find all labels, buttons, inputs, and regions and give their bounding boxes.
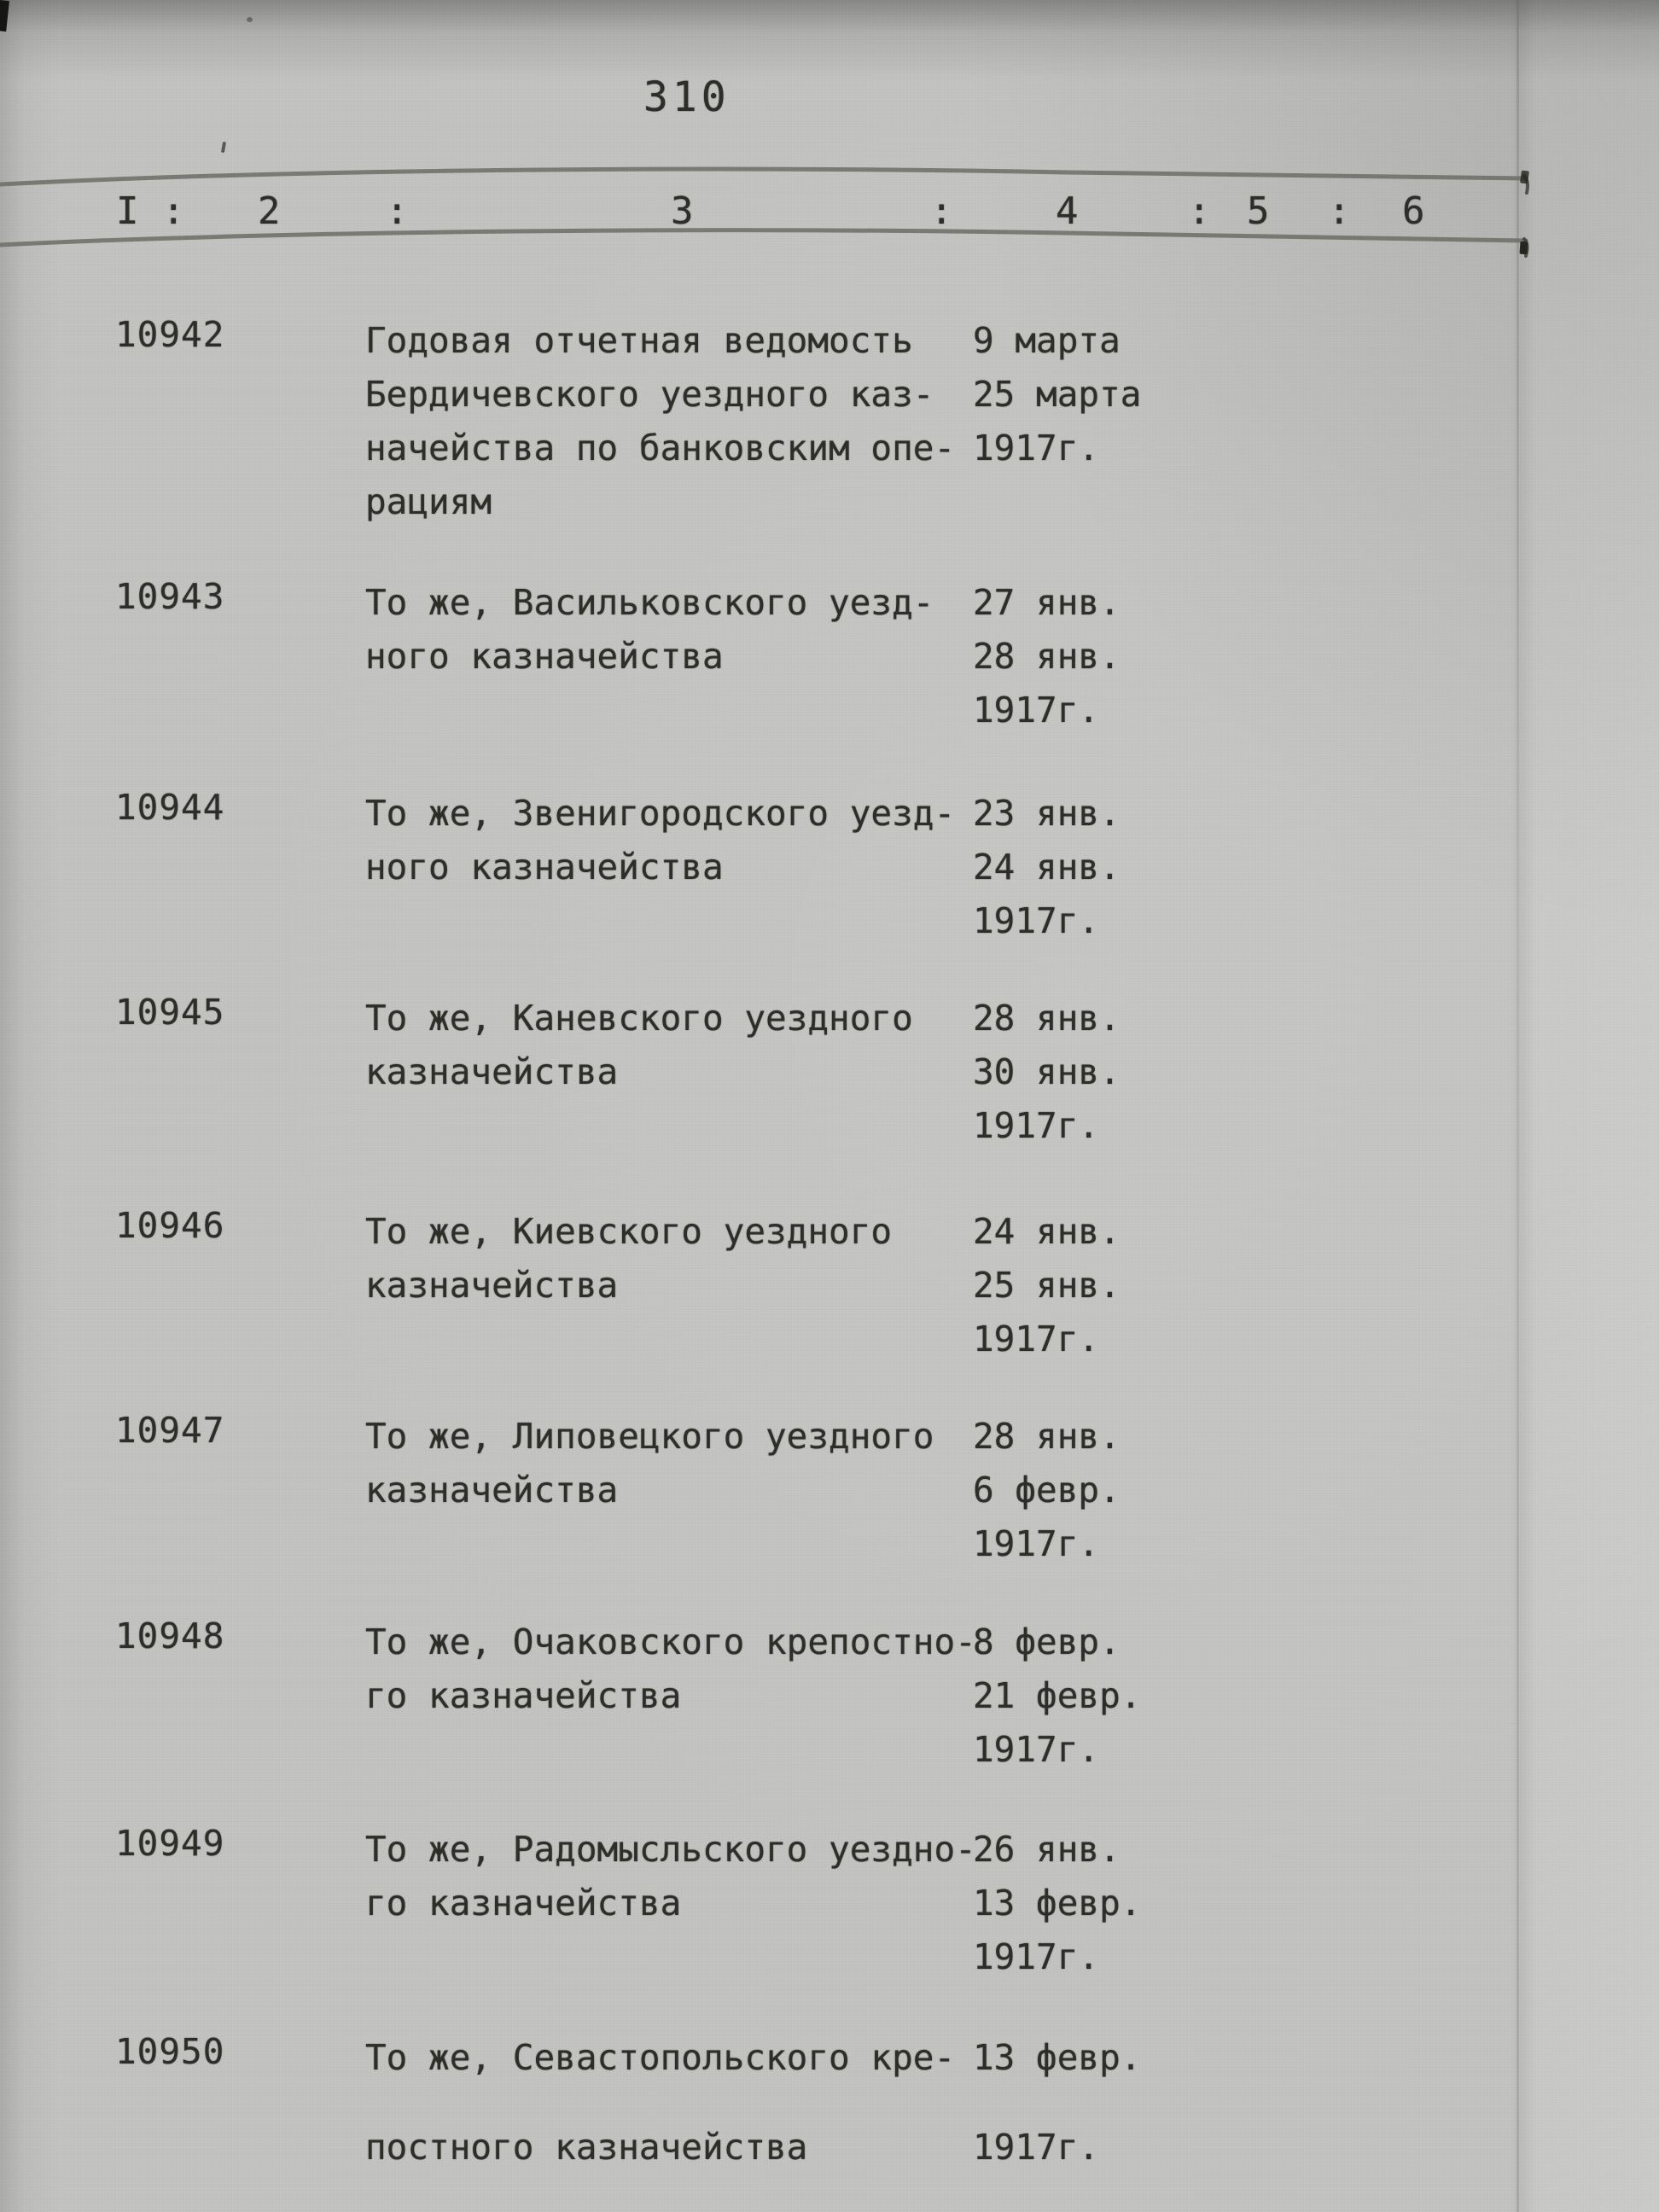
description-line: постного казначейства	[365, 2127, 808, 2168]
date-line: 25 янв.	[973, 1265, 1121, 1306]
date-line: 1917г.	[973, 1105, 1100, 1146]
date-line: 9 марта	[973, 320, 1121, 361]
date-line: 28 янв.	[973, 636, 1121, 677]
entry-number: 10949	[115, 1823, 225, 1864]
entry-description	[365, 2031, 997, 2174]
description-line: То же, Липовецкого уездного	[365, 1416, 934, 1457]
entry-number: 10948	[115, 1615, 225, 1656]
entry-number: 10950	[115, 2031, 225, 2072]
description-line: То же, Звенигородского уезд-	[365, 793, 956, 834]
column-header-6: 6	[1402, 189, 1425, 233]
date-line: 13 февр.	[973, 1883, 1142, 1924]
date-line: 30 янв.	[973, 1051, 1121, 1092]
description-line: То же, Киевского уездного	[365, 1211, 893, 1252]
description-line: То же, Васильковского уезд-	[365, 582, 934, 623]
description-line: казначейства	[365, 1265, 619, 1306]
date-line: 27 янв.	[973, 582, 1121, 623]
column-header-4: 4	[1056, 189, 1079, 233]
column-separator: :	[1188, 189, 1211, 233]
entry-description	[365, 1205, 997, 1313]
entry-number: 10942	[115, 314, 225, 355]
description-line: начейства по банковским опе-	[365, 428, 956, 469]
description-line: Годовая отчетная ведомость	[365, 320, 913, 361]
entry-description	[365, 314, 997, 529]
date-line: 28 янв.	[973, 1416, 1121, 1457]
entry-dates	[973, 992, 1263, 1153]
column-header-3: 3	[671, 189, 694, 233]
date-line: 1917г.	[973, 428, 1100, 469]
scan-corner-mark	[0, 0, 9, 32]
entry-description	[365, 787, 997, 894]
entry-description	[365, 1615, 997, 1723]
description-line: казначейства	[365, 1051, 619, 1092]
date-line: 26 янв.	[973, 1829, 1121, 1870]
date-line: 1917г.	[973, 1318, 1100, 1359]
column-header-5: 5	[1247, 189, 1270, 233]
entry-dates	[973, 314, 1263, 475]
date-line: 24 янв.	[973, 1211, 1121, 1252]
stray-tick-mark	[221, 142, 226, 153]
date-line: 8 февр.	[973, 1621, 1121, 1662]
column-separator: :	[162, 189, 185, 233]
date-line: 21 февр.	[973, 1675, 1142, 1716]
entry-dates	[973, 2031, 1263, 2174]
date-line: 1917г.	[973, 1936, 1100, 1977]
date-line: 1917г.	[973, 900, 1100, 941]
entry-number: 10945	[115, 992, 225, 1033]
description-line: То же, Очаковского крепостно-	[365, 1621, 976, 1662]
description-line: казначейства	[365, 1470, 619, 1511]
description-line: го казначейства	[365, 1883, 682, 1924]
date-line: 25 марта	[973, 374, 1142, 415]
rule-end-mark	[1519, 242, 1528, 255]
entry-dates	[973, 576, 1263, 737]
ink-speck	[247, 17, 253, 22]
entry-dates	[973, 1823, 1263, 1984]
description-line: То же, Радомысльского уездно-	[365, 1829, 976, 1870]
entry-description	[365, 1410, 997, 1517]
entry-description	[365, 992, 997, 1099]
entry-number: 10944	[115, 787, 225, 828]
entry-dates	[973, 787, 1263, 948]
page-number: 310	[643, 73, 731, 121]
entry-dates	[973, 1410, 1263, 1571]
description-line: го казначейства	[365, 1675, 682, 1716]
description-line: То же, Каневского уездного	[365, 998, 913, 1039]
description-line: То же, Севастопольского кре-	[365, 2037, 956, 2078]
column-separator: :	[1328, 189, 1351, 233]
entry-dates	[973, 1205, 1263, 1366]
date-line: 6 февр.	[973, 1470, 1121, 1511]
date-line: 1917г.	[973, 1523, 1100, 1564]
column-separator: :	[930, 189, 953, 233]
entry-number: 10943	[115, 576, 225, 617]
column-header-1: I	[116, 189, 139, 233]
date-line: 28 янв.	[973, 998, 1121, 1039]
entry-number: 10947	[115, 1410, 225, 1451]
date-line: 1917г.	[973, 1729, 1100, 1770]
page-edge-crease	[1516, 0, 1519, 2212]
description-line: Бердичевского уездного каз-	[365, 374, 934, 415]
date-line: 13 февр.	[973, 2037, 1142, 2078]
entry-number: 10946	[115, 1205, 225, 1246]
entry-description	[365, 1823, 997, 1930]
description-line: ного казначейства	[365, 636, 724, 677]
date-line: 24 янв.	[973, 847, 1121, 888]
entry-dates	[973, 1615, 1263, 1777]
column-header-2: 2	[258, 189, 281, 233]
column-separator: :	[386, 189, 409, 233]
date-line: 1917г.	[973, 690, 1100, 731]
entry-description	[365, 576, 997, 684]
date-line: 23 янв.	[973, 793, 1121, 834]
description-line: ного казначейства	[365, 847, 724, 888]
date-line: 1917г.	[973, 2127, 1100, 2168]
description-line: рациям	[365, 481, 492, 522]
